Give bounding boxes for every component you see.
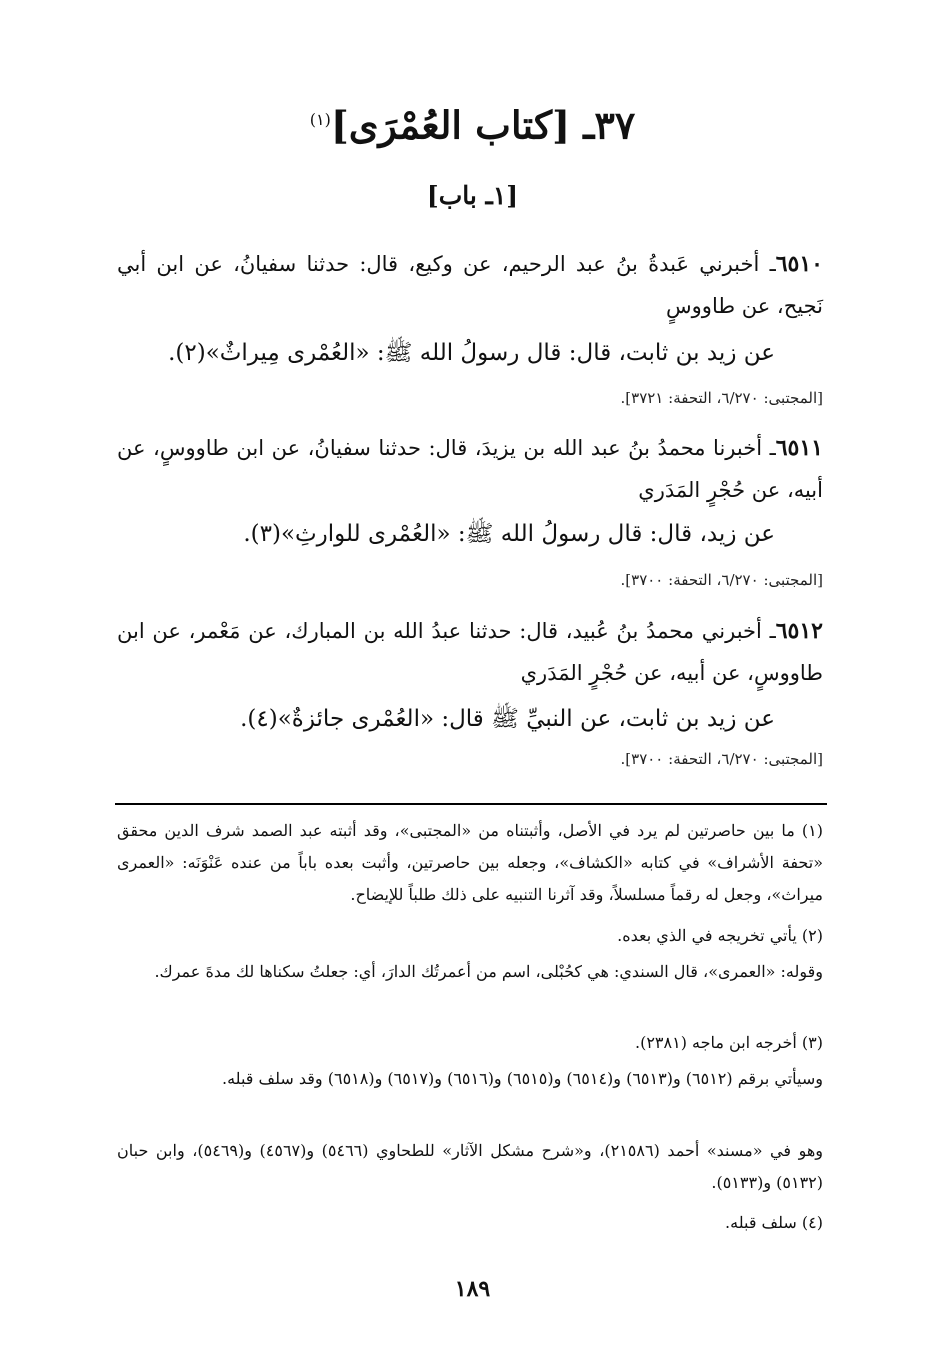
hadith-number: ٦٥١٢	[775, 618, 823, 644]
hadith-isnad	[117, 427, 823, 511]
footnote: (٤) سلف قبله.	[725, 1213, 823, 1232]
page-number: ١٨٩	[454, 1276, 491, 1302]
footnote: (٢) يأتي تخريجه في الذي بعده.	[617, 926, 823, 945]
footnote: (١) ما بين حاصرتين لم يرد في الأصل، وأثبتناه من «المجتبى»، وقد أثبته عبد الصمد شرف الدين محقق «تحفة الأشراف» في كتابه «الكشاف»، وجعله بين حاصرتين، وأثبت بعده باباً من عنده عَنْوَنَه: «العمرى ميراث»، وجعل له رقماً مسلسلاً، وقد آثرنا التنبيه على ذلك طلباً للإيضاح.	[117, 821, 823, 904]
footnote: وسيأتي برقم (٦٥١٢) و(٦٥١٣) و(٦٥١٤) و(٦٥١٥) و(٦٥١٦) و(٦٥١٧) و(٦٥١٨) وقد سلف قبله.	[221, 1069, 823, 1088]
hadith-number: ٦٥١٠	[775, 251, 823, 277]
hadith-isnad-text: ـ أخبرني عَبدةُ بنُ عبد الرحيم، عن وكيع، قال: حدثنا سفيانُ، عن ابن أبي نَجيح، عن طاووسٍ	[117, 252, 823, 318]
hadith-number: ٦٥١١	[775, 435, 823, 461]
hadith-isnad-text: ـ أخبرني محمدُ بنُ عُبيد، قال: حدثنا عبدُ الله بن المبارك، عن مَعْمر، عن ابن طاووسٍ، عن أبيه، عن حُجْرٍ المَدَري	[117, 619, 823, 685]
hadith-isnad	[117, 610, 823, 694]
hadith-matn: عن زيد بن ثابت، عن النبيِّ ﷺ قال: «العُمْرى جائزةٌ»(٤).	[240, 706, 775, 732]
hadith-reference: [المجتبى: ٦/٢٧٠، التحفة: ٣٧٠٠].	[620, 571, 823, 589]
bab-title: [١ـ باب]	[426, 181, 519, 210]
hadith-reference: [المجتبى: ٦/٢٧٠، التحفة: ٣٧٢١].	[620, 389, 823, 407]
footnote: وهو في «مسند» أحمد (٢١٥٨٦)، و«شرح مشكل الآثار» للطحاوي (٥٤٦٦) و(٤٥٦٧) و(٥٤٦٩)، وابن حبان (٥١٣٢) و(٥١٣٣).	[117, 1141, 823, 1192]
footnote: وقوله: «العمرى»، قال السندي: هي كحُبْلى، اسم من أعمرتُك الدارَ، أي: جعلتُ سكناها لك مدةَ عمرك.	[154, 962, 823, 981]
hadith-matn: عن زيد، قال: قال رسولُ الله ﷺ: «العُمْرى للوارثِ»(٣).	[243, 521, 775, 547]
footnote: (٣) أخرجه ابن ماجه (٢٣٨١).	[635, 1033, 823, 1052]
chapter-footnote-marker: (١)	[309, 110, 331, 129]
footnote-divider	[115, 803, 827, 805]
hadith-isnad-text: ـ أخبرنا محمدُ بنُ عبد الله بن يزيدَ، قال: حدثنا سفيانُ، عن ابن طاووسٍ، عن أبيه، عن حُجْرٍ المَدَري	[117, 436, 823, 502]
chapter-title	[0, 92, 945, 154]
hadith-isnad	[117, 243, 823, 327]
hadith-reference: [المجتبى: ٦/٢٧٠، التحفة: ٣٧٠٠].	[620, 750, 823, 768]
chapter-title-text: ٣٧ـ [كتاب العُمْرَى]	[330, 102, 636, 148]
hadith-matn: عن زيد بن ثابت، قال: قال رسولُ الله ﷺ: «العُمْرى مِيراثٌ»(٢).	[168, 340, 775, 366]
